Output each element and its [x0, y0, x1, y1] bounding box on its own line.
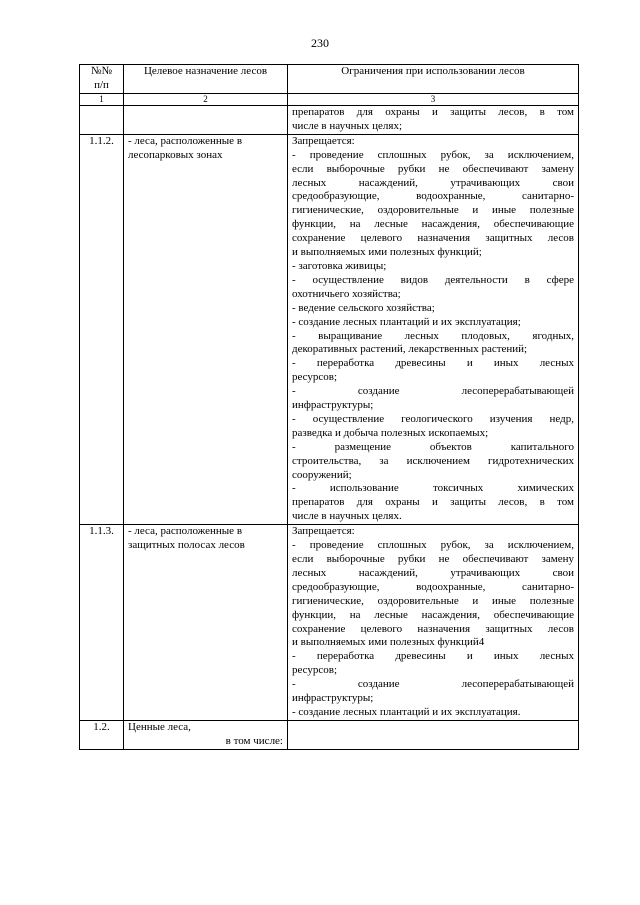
- restriction-line: - осуществление геологического изучения недр,: [292, 412, 574, 425]
- row-number: 1.2.: [80, 720, 124, 749]
- restrictions-cell: [288, 106, 579, 135]
- column-index: 1: [80, 94, 124, 106]
- restriction-line: ресурсов;: [292, 371, 338, 384]
- restriction-line: строительства, за исключением гидротехнических: [292, 454, 574, 467]
- restriction-line: сооружений;: [292, 468, 352, 481]
- restriction-line: - переработка древесины и иных лесных: [292, 650, 574, 663]
- column-index-row: [80, 94, 579, 106]
- restriction-line: - осуществление видов деятельности в сфере: [292, 273, 574, 286]
- header-restrictions: Ограничения при использовании лесов: [288, 65, 579, 94]
- restriction-line: - размещение объектов капитального: [292, 440, 574, 453]
- restriction-line: - создание лесоперерабатывающей: [292, 385, 574, 398]
- column-index: 3: [288, 94, 579, 106]
- table-row: [80, 720, 579, 749]
- restriction-line: числе в научных целях;: [292, 119, 403, 132]
- restriction-line: числе в научных целях.: [292, 510, 402, 523]
- restriction-line: если выборочные рубки не обеспечивают замену: [292, 553, 574, 565]
- row-number: 1.1.2.: [80, 134, 124, 524]
- table-row: [80, 134, 579, 524]
- restriction-line: сохранение целевого назначения защитных лесов: [292, 232, 574, 245]
- restriction-line: - проведение сплошных рубок, за исключением,: [292, 148, 574, 161]
- restriction-line: функции, на лесные насаждения, обеспечивающие: [292, 218, 574, 231]
- forest-purpose-line: - леса, расположенные в: [128, 525, 243, 538]
- restriction-line: инфраструктуры;: [292, 692, 374, 705]
- restriction-line: сохранение целевого назначения защитных лесов: [292, 622, 574, 635]
- table-row: [80, 106, 579, 135]
- header-number: №№ п/п: [80, 65, 124, 94]
- restriction-line: инфраструктуры;: [292, 399, 374, 412]
- forest-purpose-line: - леса, расположенные в: [128, 134, 243, 147]
- restrictions-cell: [288, 525, 579, 721]
- restriction-line: - создание лесоперерабатывающей: [292, 678, 574, 691]
- restriction-line: препаратов для охраны и защиты лесов, в том: [292, 106, 574, 118]
- restriction-line: - создание лесных плантаций и их эксплуатация.: [292, 705, 521, 718]
- restriction-line: гигиенические, оздоровительные и иные полезные: [292, 594, 574, 607]
- header-purpose: Целевое назначение лесов: [124, 65, 288, 94]
- forest-purpose-cell: [124, 720, 288, 749]
- restriction-line: ресурсов;: [292, 664, 338, 677]
- forest-purpose-line: защитных полосах лесов: [128, 539, 245, 552]
- restriction-line: и выполняемых ими полезных функций4: [292, 636, 485, 649]
- row-number: [80, 106, 124, 135]
- restriction-line: охотничьего хозяйства;: [292, 287, 401, 300]
- restriction-line: средообразующие, водоохранные, санитарно-: [292, 190, 574, 203]
- restriction-line: лесных насаждений, утрачивающих свои: [292, 176, 574, 189]
- restriction-line: - переработка древесины и иных лесных: [292, 357, 574, 370]
- table-header-row: [80, 65, 579, 94]
- restriction-line: средообразующие, водоохранные, санитарно-: [292, 580, 574, 593]
- restriction-line: и выполняемых ими полезных функций;: [292, 246, 482, 259]
- forest-purpose-cell: [124, 134, 288, 524]
- restriction-line: Запрещается:: [292, 525, 355, 538]
- restriction-line: Запрещается:: [292, 134, 355, 147]
- restriction-line: - заготовка живицы;: [292, 259, 387, 272]
- column-index: 2: [124, 94, 288, 106]
- restriction-line: декоративных растений, лекарственных растений;: [292, 343, 528, 356]
- forest-restrictions-table: [79, 64, 579, 750]
- table-body: [80, 106, 579, 750]
- forest-purpose-cell: [124, 525, 288, 721]
- restriction-line: гигиенические, оздоровительные и иные полезные: [292, 204, 574, 217]
- restriction-line: - использование токсичных химических: [292, 482, 574, 495]
- forest-purpose-line: лесопарковых зонах: [128, 148, 223, 161]
- forest-purpose-line: в том числе:: [225, 734, 283, 747]
- restriction-line: - проведение сплошных рубок, за исключением,: [292, 539, 574, 552]
- restrictions-cell: [288, 720, 579, 749]
- forest-purpose-line: Ценные леса,: [128, 720, 191, 733]
- restriction-line: лесных насаждений, утрачивающих свои: [292, 566, 574, 579]
- restrictions-cell: [288, 134, 579, 524]
- restriction-line: - выращивание лесных плодовых, ягодных,: [292, 329, 574, 342]
- restriction-line: разведка и добыча полезных ископаемых;: [292, 426, 489, 439]
- restriction-line: если выборочные рубки не обеспечивают замену: [292, 162, 574, 175]
- table-row: [80, 525, 579, 721]
- restriction-line: - создание лесных плантаций и их эксплуатация;: [292, 315, 521, 328]
- page-number: 230: [311, 36, 329, 50]
- restriction-line: - ведение сельского хозяйства;: [292, 301, 435, 314]
- row-number: 1.1.3.: [80, 525, 124, 721]
- forest-purpose-cell: [124, 106, 288, 135]
- restriction-line: функции, на лесные насаждения, обеспечивающие: [292, 608, 574, 621]
- restriction-line: препаратов для охраны и защиты лесов, в том: [292, 496, 574, 509]
